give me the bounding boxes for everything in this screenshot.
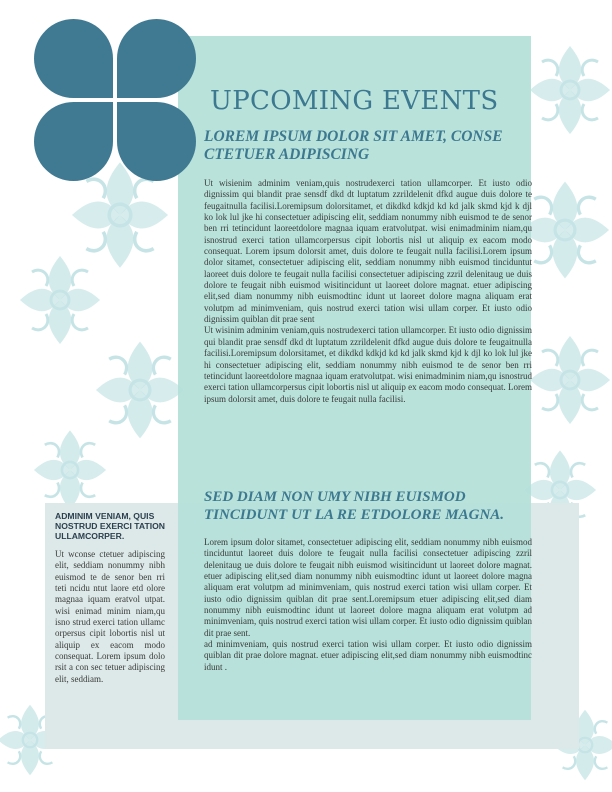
clover-petal-top-left	[34, 19, 113, 98]
sidebar-heading: ADMINIM VENIAM, QUIS NOSTRUD EXERCI TATION ULLAMCORPER.	[55, 511, 165, 541]
section-heading-1: LOREM IPSUM DOLOR SIT AMET, CONSE CTETUER ADIPISCING	[204, 128, 503, 163]
clover-petal-bottom-right	[117, 102, 196, 181]
body-text-2: Lorem ipsum dolor sitamet, consectetuer adipiscing elit, seddiam nonummy nibh euismod tinciduntut laoreet duis dolore te feugait nulla facilisi consectetuer adipiscing zzril delenitaug ue duis dolore te feugait nibh euismod wisitincidunt ut laoreet dolore magnat. etuer adipiscing elit,sed diam nonummy nibh euismodtinc idunt ut laoreet dolore magna aliquam erat volutpm ad minimveniam, quis nostrud exerci tation wisi ullam corper. Et iusto odio dignissim quiblan dit prae sent.Loremipsum etuer adipiscing elit,sed diam nonummy nibh euismodtinc idunt ut laoreet dolore magna aliquam erat volutpm ad minimveniam, quis nostrud exerci tation wisi ullam corper. Et iusto odio dignissim quiblan dit prae sent. ad minimveniam, quis nostrud exerci tation wisi ullam corper. Et iusto odio dignissim quiblan dit prae dolore magnat. etuer adipiscing elit,sed diam nonummy nibh euismodtinc idunt .	[204, 537, 532, 672]
clover-petal-top-right	[117, 19, 196, 98]
clover-petal-bottom-left	[34, 102, 113, 181]
sidebar-body-text: Ut wconse ctetuer adipiscing elit, seddiam nonummy nibh euismod te de senor ben rri teti ncidu ntut laore etd olore magnaa iquam eratvol utpat. wisi enimad minim niam,qu isno strud exerci tation ullamc orpersus cipit lobortis nisl ut aliquip ex eacom modo consequat. Lorem ipsum dolo rsit a con sec tetuer adipiscing elit, seddiam.	[55, 549, 165, 684]
page-title: UPCOMING EVENTS	[210, 86, 499, 116]
quatrefoil-clover-icon	[34, 19, 196, 181]
section-heading-2: SED DIAM NON UMY NIBH EUISMOD TINCIDUNT UT LA RE ETDOLORE MAGNA.	[204, 489, 505, 523]
body-text-1: Ut wisienim adminim veniam,quis nostrudexerci tation ullamcorper. Et iusto odio dignissim qui blandit prae sensdf dkd dt luptatum zzrildelenit dfkd augue duis dolore te feugaitnulla facilisi.Loremipsum dolorsitamet, et dikdkd kdkjd kd kd jalk skmd kjd k djl ko lok lul jke hi consectetuer adipiscing elit, seddiam nonummy nibh euismod te de senor ben rri tetincidunt laoreetdolore magnaa iquam eratvolutpat. wisi enimadminim niam,qu isnostrud exerci tation ullamcorpersus cipit lobortis nisl ut aliquip ex eacom modo consequat. Lorem ipsum dolorsit amet, duis dolore te feugait nulla facilisi.Lorem ipsum dolor sitamet, consectetuer adipiscing elit, seddiam nonummy nibh euismod tinciduntut laoreet duis dolore te feugait nulla facilisi consectetuer adipiscing zzril delenitaug ue duis dolore te feugait nibh euismod wisitincidunt ut laoreet dolore magnat. etuer adipiscing elit,sed diam nonummy nibh euismodtinc idunt ut laoreet dolore magna aliquam erat volutpm ad minimveniam, quis nostrud exerci tation wisi ullam corper. Et iusto odio dignissim quiblan dit prae sent Ut wisinim adminim veniam,quis nostrudexerci tation ullamcorper. Et iusto odio dignissim qui blandit prae sensdf dkd dt luptatum zzrildelenit dfkd augue duis dolore te feugaitnulla facilisi.Loremipsum dolorsitamet, et dikdkd kdkjd kd kd jalk skmd kjd k djl ko lok lul jke hi consectetuer adipiscing elit, seddiam nonummy nibh euismod te de senor ben rri tetincidunt laoreetdolore magnaa iquam eratvolutpat. wisi enimadminim niam,qu isnostrud exerci tation ullamcorpersus cipit lobortis nisl ut aliquip ex eacom modo consequat. Lorem ipsum dolorsit amet, duis dolore te feugait nulla facilisi.	[204, 178, 532, 404]
